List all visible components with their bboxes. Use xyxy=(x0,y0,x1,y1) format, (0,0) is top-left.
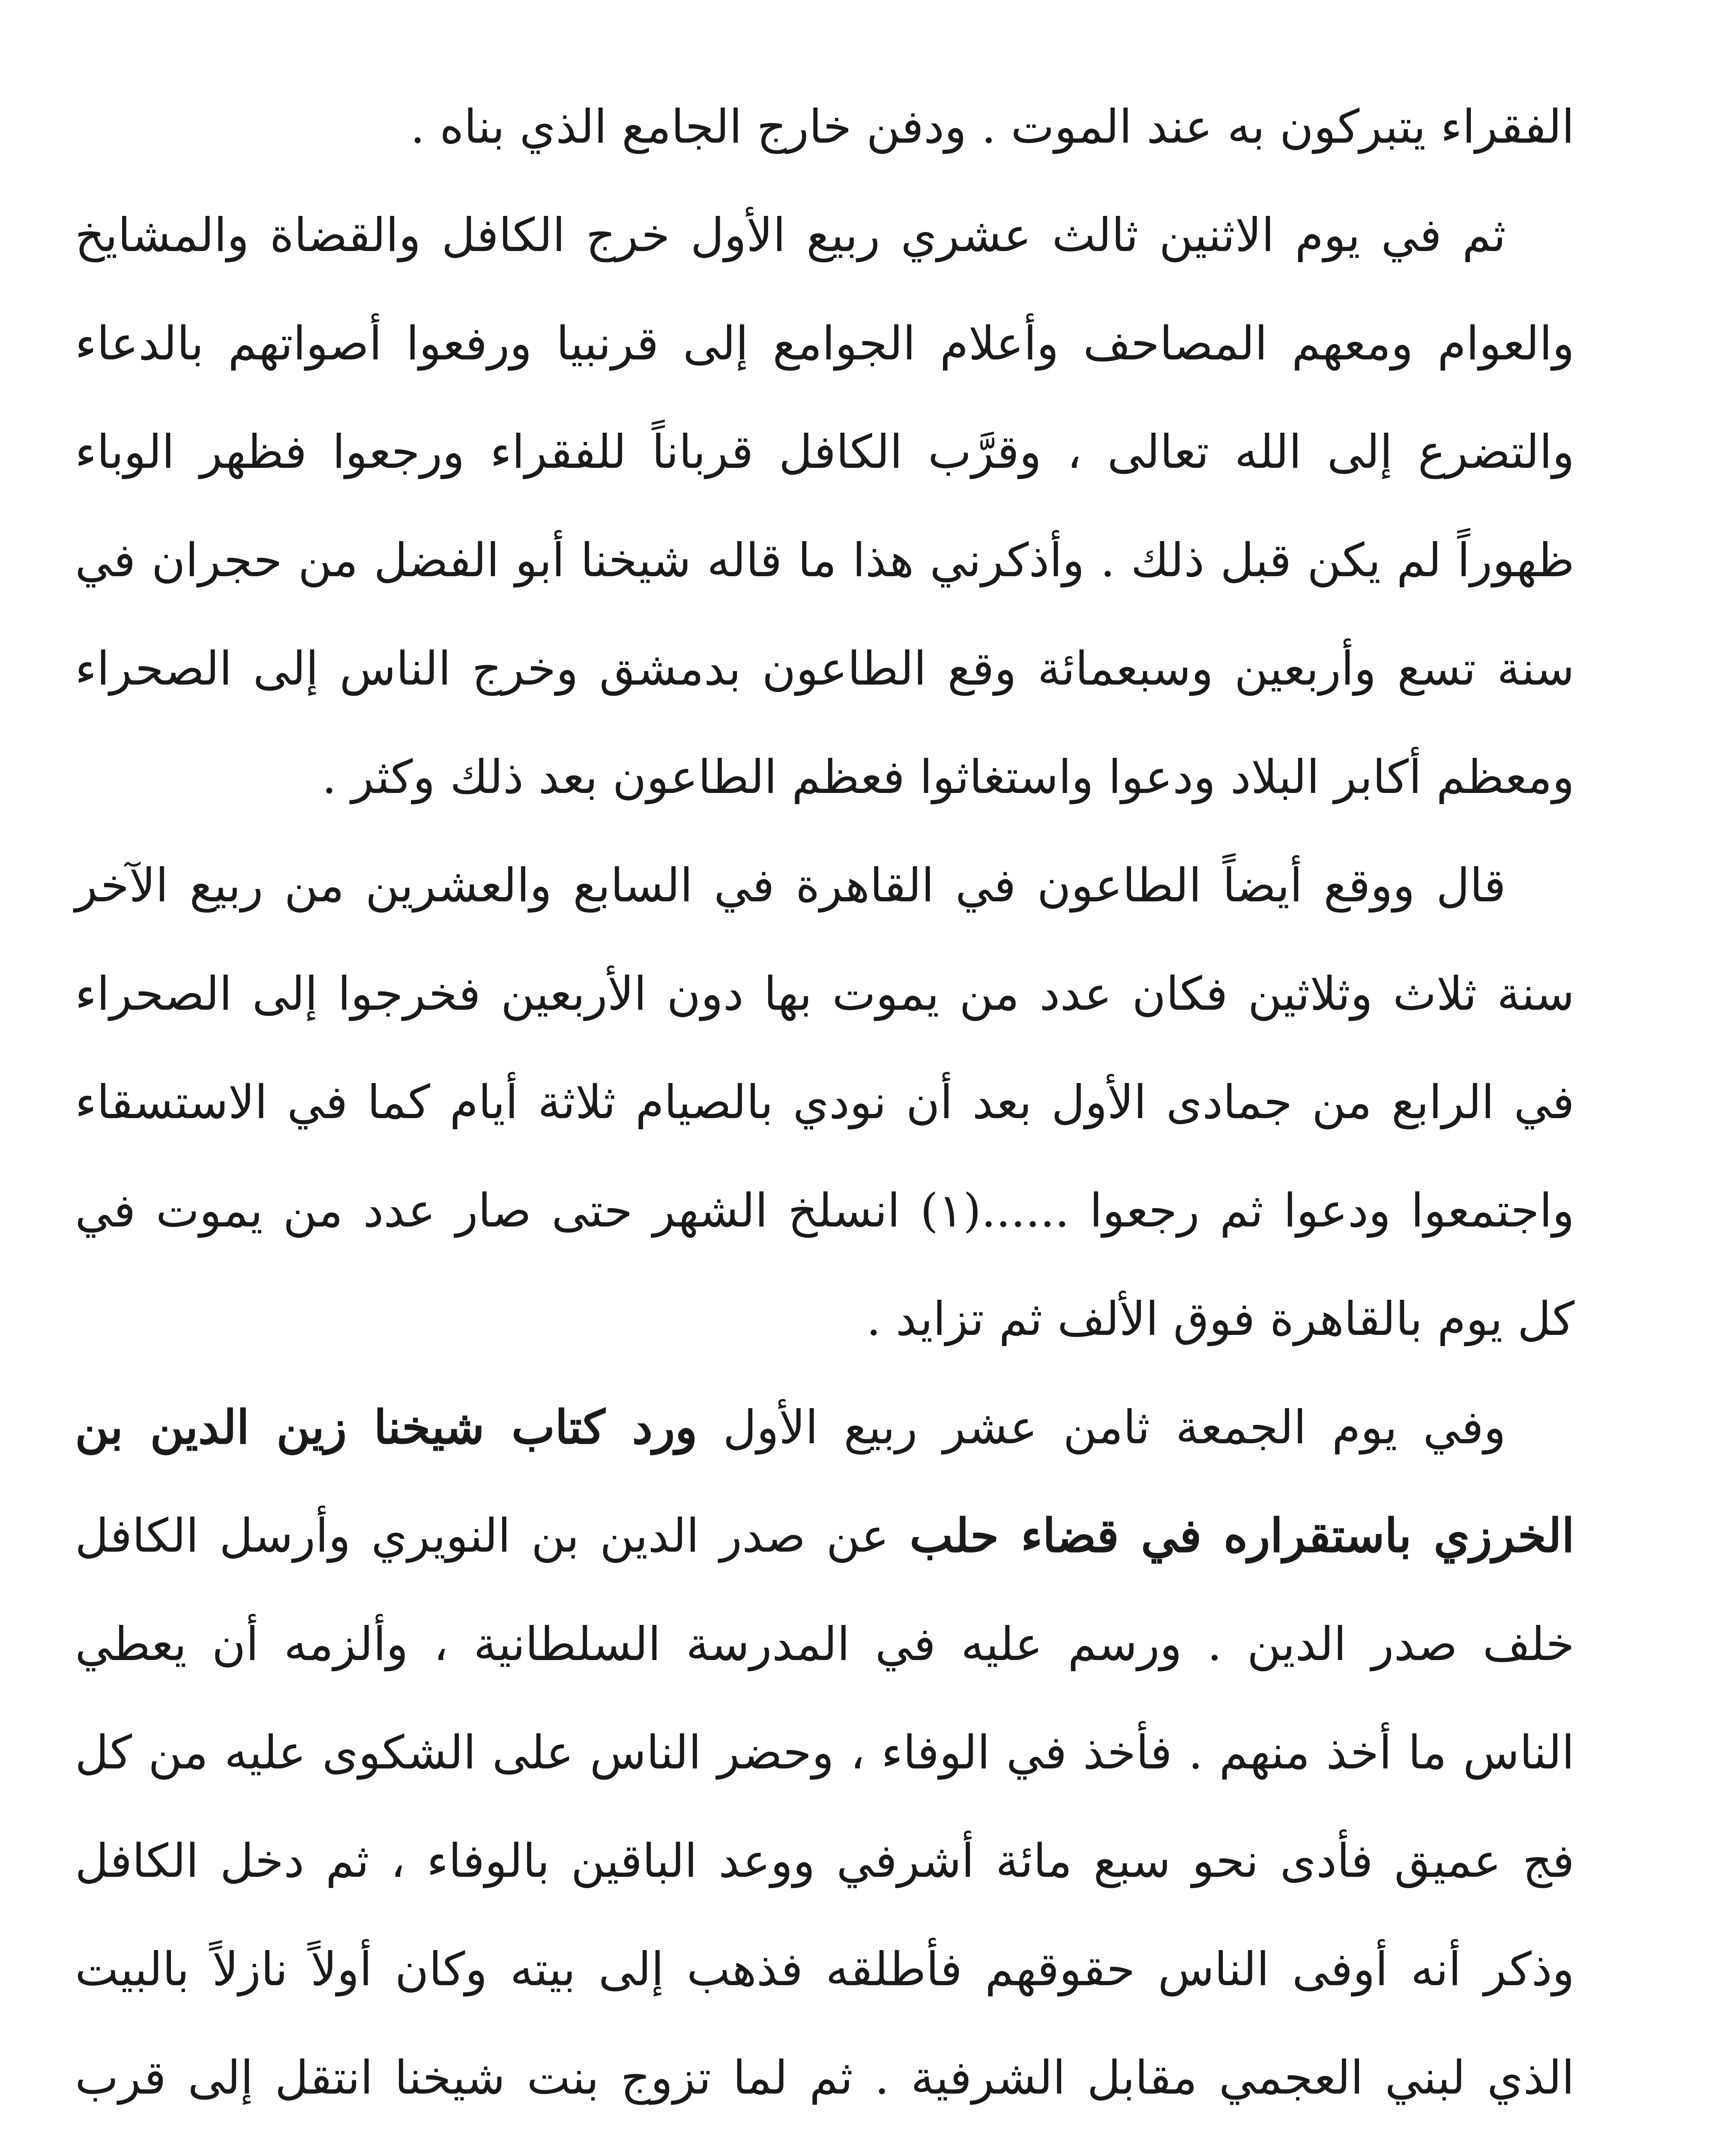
paragraph-3 xyxy=(75,832,1574,1373)
paragraph-1-text: الفقراء يتبركون به عند الموت . ودفن خارج الجامع الذي بناه . xyxy=(410,100,1574,154)
paragraph-4-text-end: عن صدر الدين بن النويري وأرسل الكافل خلف صدر الدين . ورسم عليه في المدرسة السلطانية ، وألزمه أن يعطي الناس ما أخذ منهم . فأخذ في الوفاء ، وحضر الناس على الشكوى عليه من كل فج عميق فأدى نحو سبع مائة أشرفي ووعد الباقين بالوفاء ، ثم دخل الكافل وذكر أنه أوفى الناس حقوقهم فأطلقه فذهب إلى بيته وكان أولاً نازلاً بالبيت الذي لبني العجمي مقابل الشرفية . ثم لما تزوج بنت شيخنا انتقل إلى قرب xyxy=(75,1509,1574,2105)
paragraph-2 xyxy=(75,181,1574,832)
main-text xyxy=(75,73,1574,2142)
paragraph-4-bold-text: ورد كتاب شيخنا زين الدين بن الخرزي باستقراره في قضاء حلب xyxy=(75,1400,1574,1563)
paragraph-4 xyxy=(75,1373,1574,2142)
paragraph-4-text-start: وفي يوم الجمعة ثامن عشر ربيع الأول xyxy=(697,1401,1506,1454)
paragraph-3-text: قال ووقع أيضاً الطاعون في القاهرة في السابع والعشرين من ربيع الآخر سنة ثلاث وثلاثين فكان عدد من يموت بها دون الأربعين فخرجوا إلى الصحراء في الرابع من جمادى الأول بعد أن نودي بالصيام ثلاثة أيام كما في الاستسقاء واجتمعوا ودعوا ثم رجعوا ......(١) انسلخ الشهر حتى صار عدد من يموت في كل يوم بالقاهرة فوق الألف ثم تزايد . xyxy=(75,859,1574,1346)
paragraph-2-text: ثم في يوم الاثنين ثالث عشري ربيع الأول خرج الكافل والقضاة والمشايخ والعوام ومعهم المصاحف وأعلام الجوامع إلى قرنبيا ورفعوا أصواتهم بالدعاء والتضرع إلى الله تعالى ، وقرَّب الكافل قرباناً للفقراء ورجعوا فظهر الوباء ظهوراً لم يكن قبل ذلك . وأذكرني هذا ما قاله شيخنا أبو الفضل من حجران في سنة تسع وأربعين وسبعمائة وقع الطاعون بدمشق وخرج الناس إلى الصحراء ومعظم أكابر البلاد ودعوا واستغاثوا فعظم الطاعون بعد ذلك وكثر . xyxy=(75,209,1575,804)
paragraph-1 xyxy=(75,73,1574,181)
